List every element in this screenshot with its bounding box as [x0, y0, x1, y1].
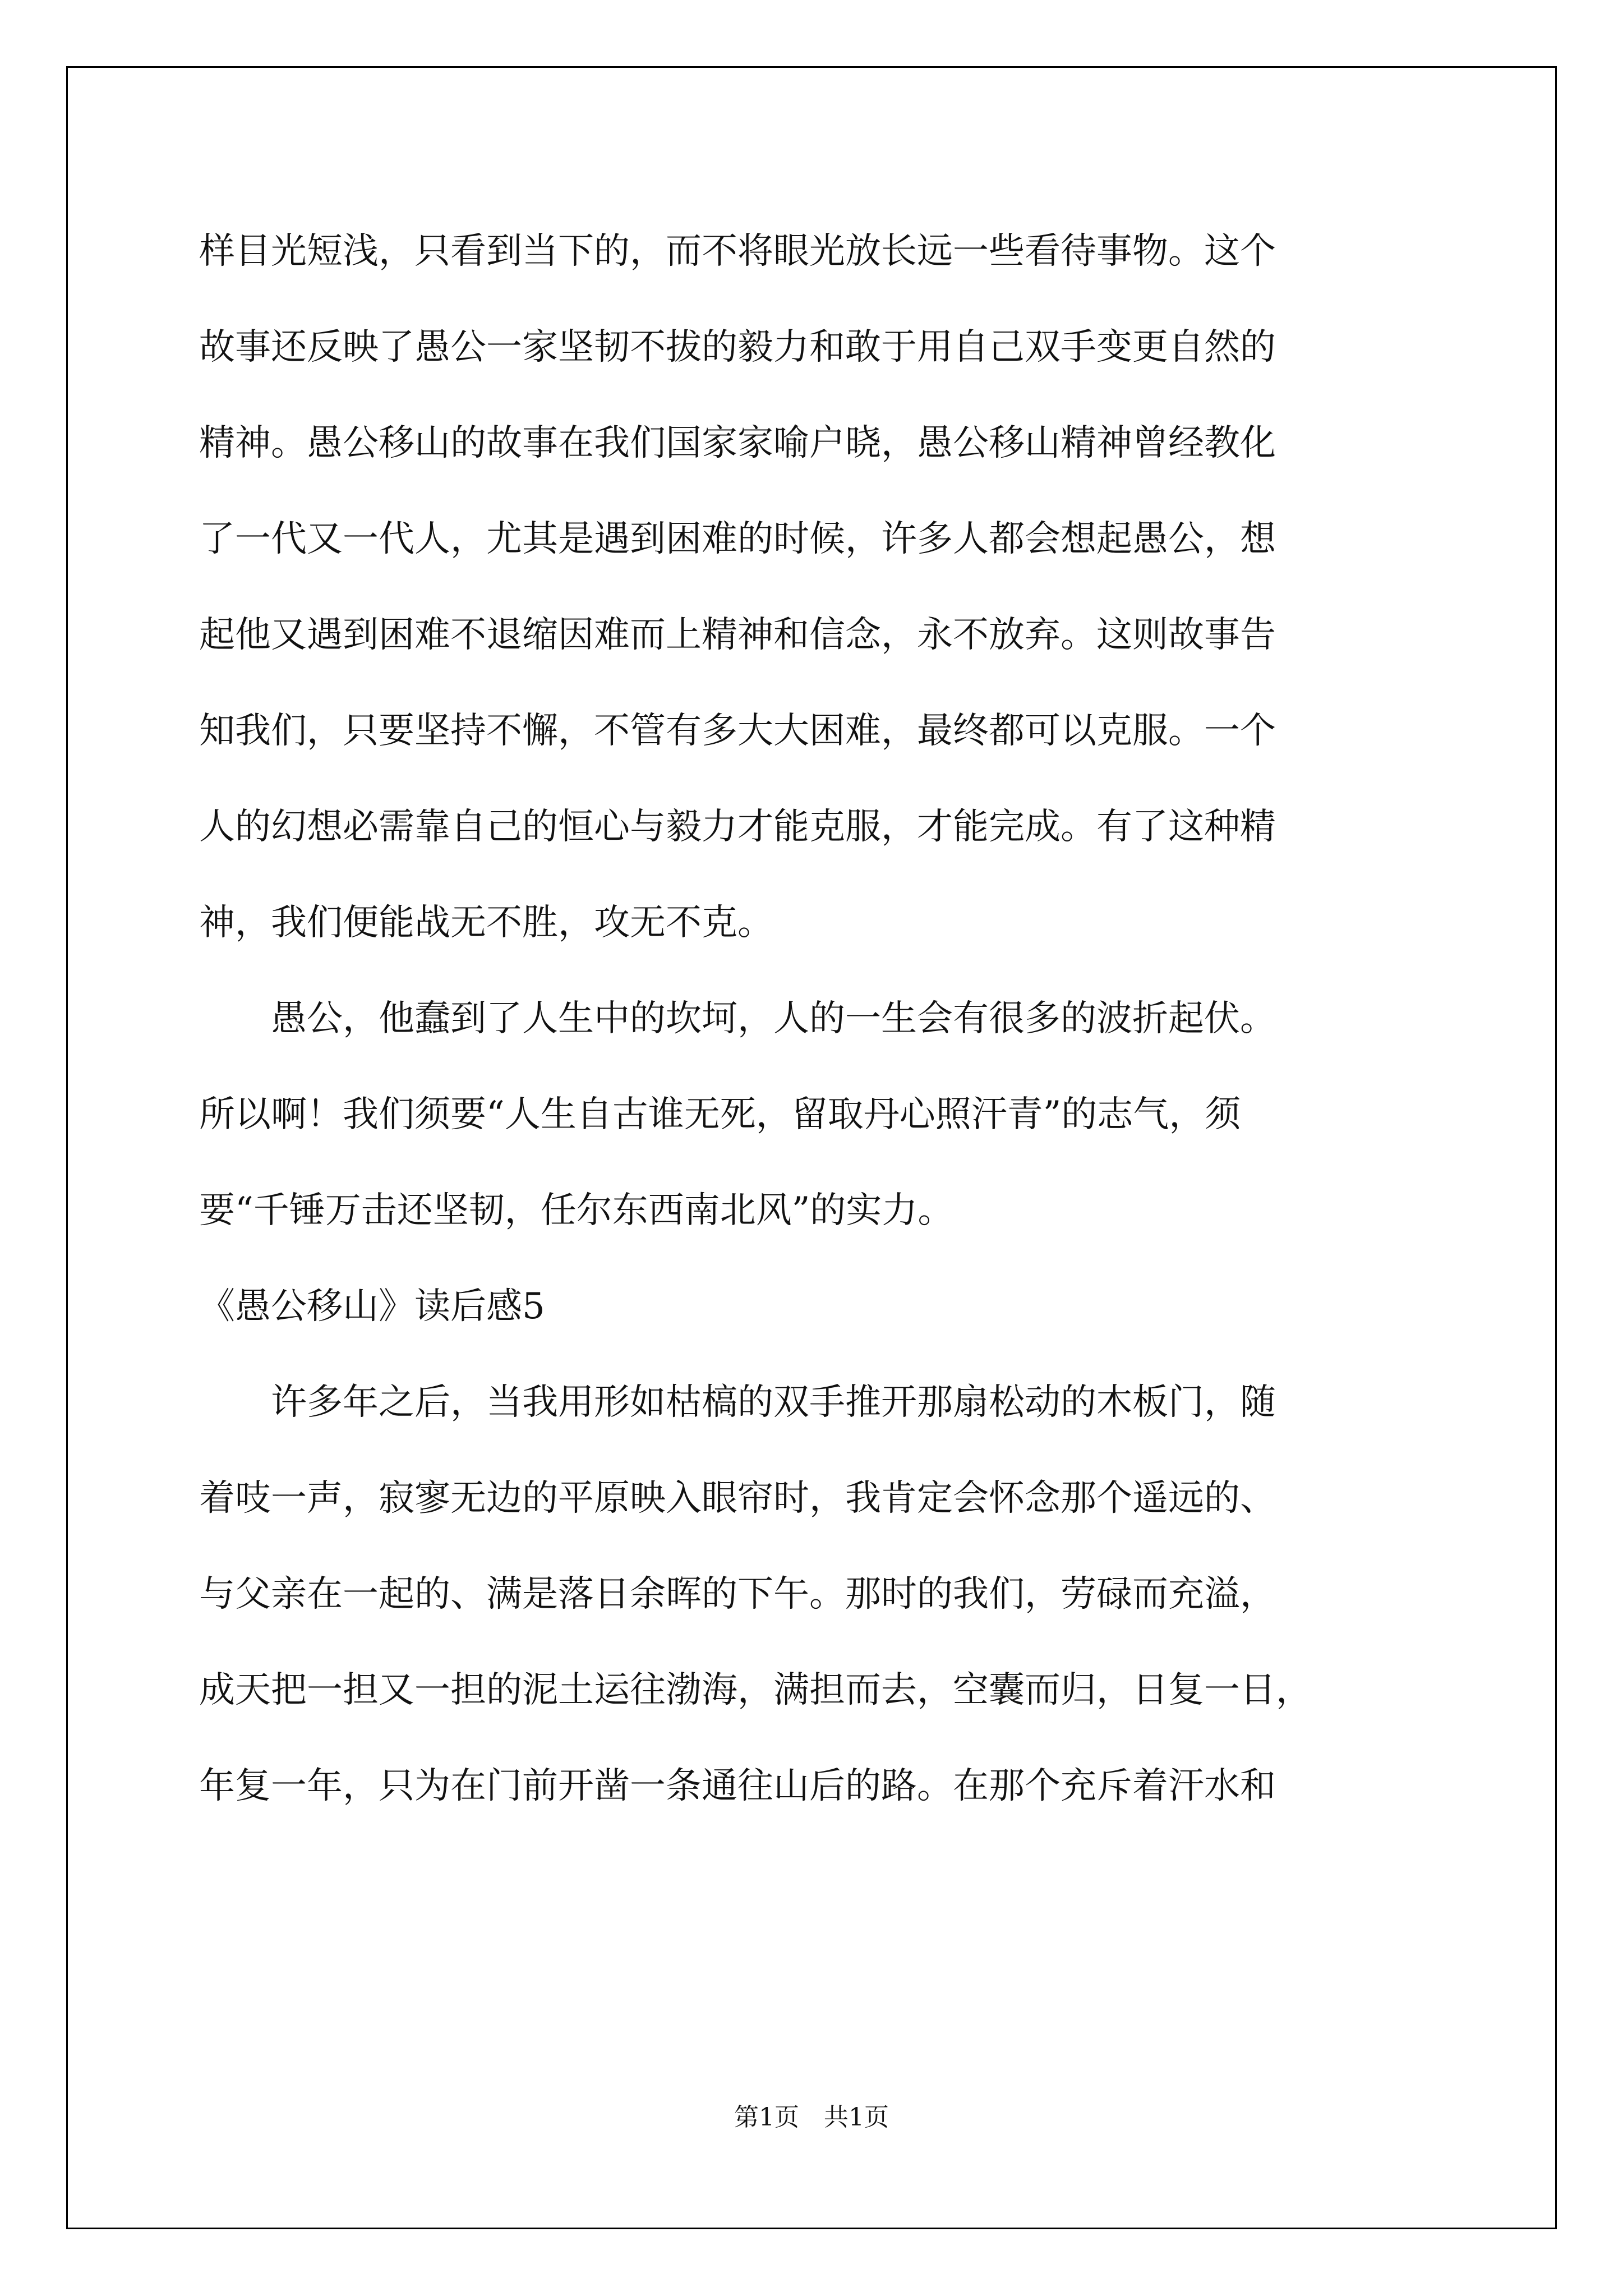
- paragraph-2: [199, 971, 1436, 1259]
- text-line: 神，我们便能战无不胜，攻无不克。: [199, 902, 773, 944]
- text-line: 起他又遇到困难不退缩因难而上精神和信念，永不放弃。这则故事告: [199, 614, 1276, 656]
- text-line: 与父亲在一起的、满是落日余晖的下午。那时的我们，劳碌而充溢，: [199, 1573, 1276, 1615]
- text-line: 了一代又一代人，尤其是遇到困难的时候，许多人都会想起愚公，想: [199, 518, 1276, 560]
- text-line: 样目光短浅，只看到当下的，而不将眼光放长远一些看待事物。这个: [199, 231, 1276, 272]
- text-line: 愚公，他蠢到了人生中的坎坷，人的一生会有很多的波折起伏。: [199, 998, 1276, 1039]
- text-line: 人的幻想必需靠自己的恒心与毅力才能克服，才能完成。有了这种精: [199, 806, 1276, 848]
- text-line: 精神。愚公移山的故事在我们国家家喻户晓，愚公移山精神曾经教化: [199, 422, 1276, 464]
- text-line: 着吱一声，寂寥无边的平原映入眼帘时，我肯定会怀念那个遥远的、: [199, 1478, 1276, 1519]
- text-line: 要“千锤万击还坚韧，任尔东西南北风”的实力。: [199, 1190, 954, 1231]
- text-line: 知我们，只要坚持不懈，不管有多大大困难，最终都可以克服。一个: [199, 710, 1276, 752]
- paragraph-1: [199, 204, 1436, 971]
- paragraph-3: [199, 1355, 1436, 1834]
- text-line: 故事还反映了愚公一家坚韧不拔的毅力和敢于用自己双手变更自然的: [199, 326, 1276, 368]
- text-line: 许多年之后，当我用形如枯槁的双手推开那扇松动的木板门，随: [199, 1382, 1276, 1423]
- page-footer: 第1页 共1页: [734, 2103, 889, 2132]
- document-body: [199, 204, 1436, 1834]
- section-heading: 《愚公移山》读后感5: [199, 1286, 545, 1327]
- text-line: 成天把一担又一担的泥土运往渤海，满担而去，空囊而归，日复一日，: [199, 1669, 1312, 1711]
- text-line: 所以啊！我们须要“人生自古谁无死，留取丹心照汗青”的志气，须: [199, 1094, 1241, 1135]
- text-line: 年复一年，只为在门前开凿一条通往山后的路。在那个充斥着汗水和: [199, 1765, 1276, 1807]
